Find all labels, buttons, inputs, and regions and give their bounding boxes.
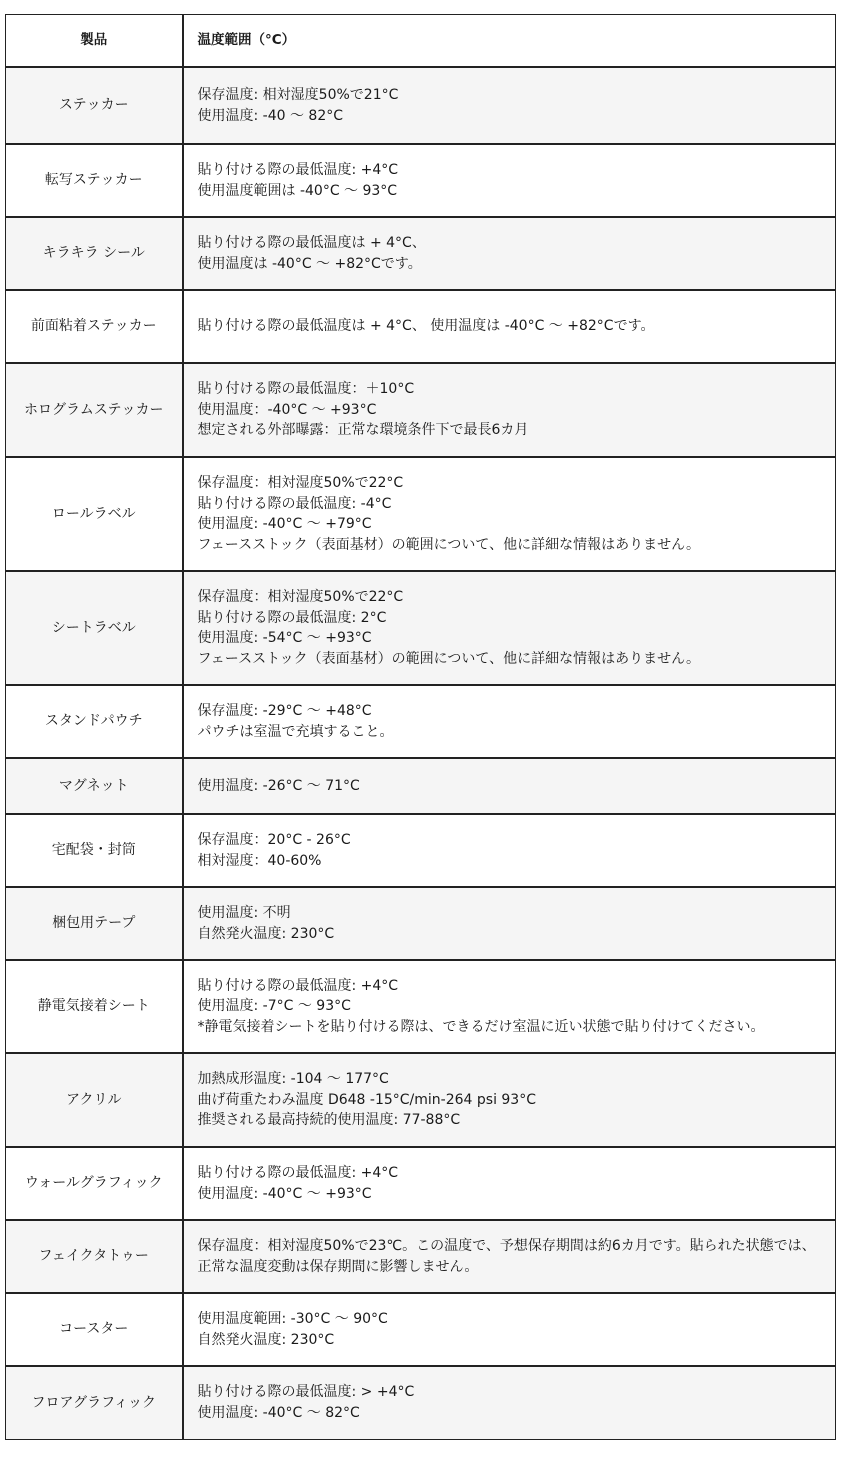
- info-line: 使用温度: -40°C ～ +93°C: [197, 1185, 372, 1202]
- temperature-info: [183, 290, 836, 363]
- product-name: 転写ステッカー: [6, 144, 183, 217]
- table-row: [6, 1366, 836, 1439]
- table-row: [6, 217, 836, 290]
- info-line: 貼り付ける際の最低温度: +4°C: [197, 162, 399, 178]
- product-name: コースター: [6, 1293, 183, 1366]
- info-line: 保存温度：20°C - 26°C: [197, 832, 351, 848]
- product-name: フェイクタトゥー: [6, 1220, 183, 1293]
- table-row: [6, 571, 836, 685]
- info-line: 自然発火温度: 230°C: [197, 1331, 335, 1348]
- info-line: 貼り付ける際の最低温度: > +4°C: [197, 1384, 415, 1401]
- info-line: 保存温度：相対湿度50%で22°C: [197, 589, 404, 605]
- info-line: 推奨される最高持続的使用温度: 77-88°C: [197, 1112, 461, 1129]
- temperature-info: [183, 887, 836, 960]
- info-line: 保存温度：相対湿度50%で23℃。この温度で、予想保存期間は約6カ月です。貼られた状態では、正常な温度変動は保存期間に影響しません。: [197, 1238, 816, 1275]
- temperature-info: [183, 144, 836, 217]
- product-name: ロールラベル: [6, 457, 183, 571]
- info-line: 曲げ荷重たわみ温度 D648 -15°C/min-264 psi 93°C: [197, 1091, 536, 1108]
- table-row: [6, 67, 836, 144]
- product-name: スタンドパウチ: [6, 685, 183, 758]
- info-line: 使用温度: -40°C ～ +79°C: [197, 516, 372, 532]
- info-line: 使用温度: -7°C ～ 93°C: [197, 998, 351, 1015]
- table-row: [6, 685, 836, 758]
- table-row: [6, 363, 836, 457]
- temperature-info: [183, 217, 836, 290]
- temperature-info: [183, 363, 836, 457]
- product-name: 前面粘着ステッカー: [6, 290, 183, 363]
- temperature-info: [183, 1053, 836, 1147]
- info-line: 使用温度: -40°C ～ 82°C: [197, 1404, 360, 1421]
- header-product: 製品: [6, 15, 183, 68]
- info-line: 使用温度は -40°C ～ +82°Cです。: [197, 255, 422, 272]
- temperature-info: [183, 758, 836, 814]
- table-row: [6, 457, 836, 571]
- info-line: 使用温度: 不明: [197, 905, 291, 921]
- info-line: 貼り付ける際の最低温度：＋10°C: [197, 381, 415, 398]
- info-line: 使用温度：-40°C ～ +93°C: [197, 401, 377, 418]
- info-line: 保存温度: -29°C ～ +48°C: [197, 703, 372, 719]
- product-name: シートラベル: [6, 571, 183, 685]
- info-line: 貼り付ける際の最低温度: +4°C: [197, 1165, 399, 1181]
- info-line: 相対湿度：40-60%: [197, 852, 322, 869]
- temperature-info: [183, 685, 836, 758]
- info-line: 保存温度：相対湿度50%で22°C: [197, 475, 404, 491]
- temperature-info: [183, 814, 836, 887]
- info-line: フェースストック（表面基材）の範囲について、他に詳細な情報はありません。: [197, 536, 700, 553]
- table-row: [6, 758, 836, 814]
- product-name: ステッカー: [6, 67, 183, 144]
- info-line: 自然発火温度: 230°C: [197, 925, 335, 942]
- info-line: *静電気接着シートを貼り付ける際は、できるだけ室温に近い状態で貼り付けてください。: [197, 1018, 765, 1035]
- info-line: 貼り付ける際の最低温度: +4°C: [197, 977, 399, 994]
- info-line: 使用温度: -40 ～ 82°C: [197, 107, 344, 124]
- info-line: 貼り付ける際の最低温度は + 4°C、 使用温度は -40°C ～ +82°Cです。: [197, 318, 655, 335]
- info-line: 加熱成形温度: -104 ～ 177°C: [197, 1071, 389, 1088]
- product-name: 静電気接着シート: [6, 960, 183, 1053]
- product-name: マグネット: [6, 758, 183, 814]
- table-row: [6, 1220, 836, 1293]
- temperature-info: [183, 1366, 836, 1439]
- info-line: フェースストック（表面基材）の範囲について、他に詳細な情報はありません。: [197, 650, 700, 667]
- product-name: アクリル: [6, 1053, 183, 1147]
- info-line: 貼り付ける際の最低温度は + 4°C、: [197, 235, 426, 251]
- temperature-info: [183, 1147, 836, 1220]
- info-line: 貼り付ける際の最低温度: -4°C: [197, 495, 392, 512]
- temperature-info: [183, 1293, 836, 1366]
- info-line: 想定される外部曝露：正常な環境条件下で最長6カ月: [197, 422, 529, 439]
- info-line: パウチは室温で充填すること。: [197, 723, 394, 740]
- temperature-info: [183, 960, 836, 1053]
- product-name: ホログラムステッカー: [6, 363, 183, 457]
- table-row: [6, 887, 836, 960]
- product-name: 梱包用テープ: [6, 887, 183, 960]
- table-header-row: [6, 15, 836, 68]
- info-line: 保存温度: 相対湿度50%で21°C: [197, 87, 399, 103]
- temperature-info: [183, 1220, 836, 1293]
- temperature-info: [183, 67, 836, 144]
- table-row: [6, 1147, 836, 1220]
- table-row: [6, 960, 836, 1053]
- product-name: ウォールグラフィック: [6, 1147, 183, 1220]
- product-name: キラキラ シール: [6, 217, 183, 290]
- info-line: 使用温度: -54°C ～ +93°C: [197, 630, 372, 646]
- info-line: 使用温度範囲: -30°C ～ 90°C: [197, 1311, 388, 1327]
- temperature-info: [183, 571, 836, 685]
- info-line: 使用温度範囲は -40°C ～ 93°C: [197, 182, 398, 199]
- info-line: 貼り付ける際の最低温度: 2°C: [197, 609, 387, 626]
- product-name: 宅配袋・封筒: [6, 814, 183, 887]
- temperature-table: [5, 14, 836, 1440]
- header-temperature-range: 温度範囲（°C）: [183, 15, 836, 68]
- table-row: [6, 1293, 836, 1366]
- table-row: [6, 814, 836, 887]
- table-body: [6, 67, 836, 1439]
- table-row: [6, 290, 836, 363]
- product-name: フロアグラフィック: [6, 1366, 183, 1439]
- table-row: [6, 144, 836, 217]
- table-row: [6, 1053, 836, 1147]
- temperature-info: [183, 457, 836, 571]
- info-line: 使用温度: -26°C ～ 71°C: [197, 777, 360, 794]
